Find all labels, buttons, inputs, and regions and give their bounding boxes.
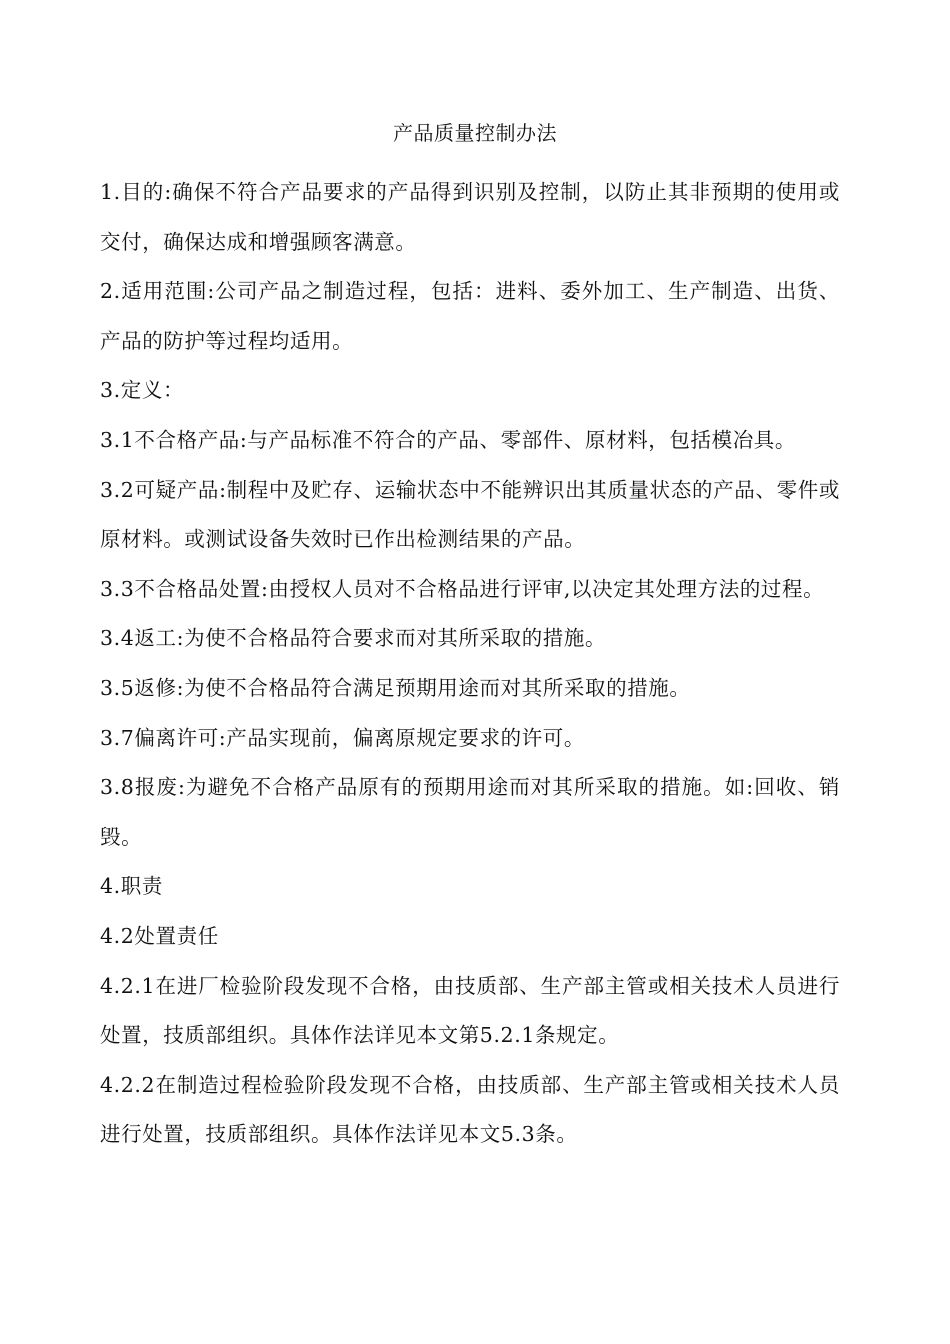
paragraph-purpose: 1.目的:确保不符合产品要求的产品得到识别及控制，以防止其非预期的使用或交付，确保达成和增强顾客满意。 [100, 180, 840, 254]
paragraph-definition-3-2: 3.2可疑产品:制程中及贮存、运输状态中不能辨识出其质量状态的产品、零件或原材料。或测试设备失效时已作出检测结果的产品。 [100, 477, 840, 552]
paragraph-definition-3-8: 3.8报废:为避免不合格产品原有的预期用途而对其所采取的措施。如:回收、销毁。 [100, 775, 840, 849]
paragraph-definition-3-4: 3.4返工:为使不合格品符合要求而对其所采取的措施。 [100, 626, 607, 651]
paragraph-responsibility-4-2-2: 4.2.2在制造过程检验阶段发现不合格，由技质部、生产部主管或相关技术人员进行处置，技质部组织。具体作法详见本文5.3条。 [100, 1072, 840, 1147]
document-title: 产品质量控制办法 [393, 121, 557, 145]
paragraph-definition-3-3: 3.3不合格品处置:由授权人员对不合格品进行评审,以决定其处理方法的过程。 [100, 576, 825, 601]
paragraph-responsibility-4-2-1: 4.2.1在进厂检验阶段发现不合格，由技质部、生产部主管或相关技术人员进行处置，技质部组织。具体作法详见本文第5.2.1条规定。 [100, 973, 840, 1048]
paragraph-definition-3-1: 3.1不合格产品:与产品标准不符合的产品、零部件、原材料，包括模冶具。 [100, 427, 797, 452]
paragraph-definition-3-5: 3.5返修:为使不合格品符合满足预期用途而对其所采取的措施。 [100, 675, 691, 700]
paragraph-definition-3-7: 3.7偏离许可:产品实现前，偏离原规定要求的许可。 [100, 725, 586, 750]
paragraph-responsibilities-heading: 4.职责 [100, 874, 163, 899]
paragraph-definitions-heading: 3.定义： [100, 378, 185, 403]
paragraph-disposal-responsibility: 4.2处置责任 [100, 923, 219, 948]
document-body [100, 168, 840, 1160]
paragraph-scope: 2.适用范围:公司产品之制造过程，包括：进料、委外加工、生产制造、出货、产品的防护等过程均适用。 [100, 279, 840, 353]
